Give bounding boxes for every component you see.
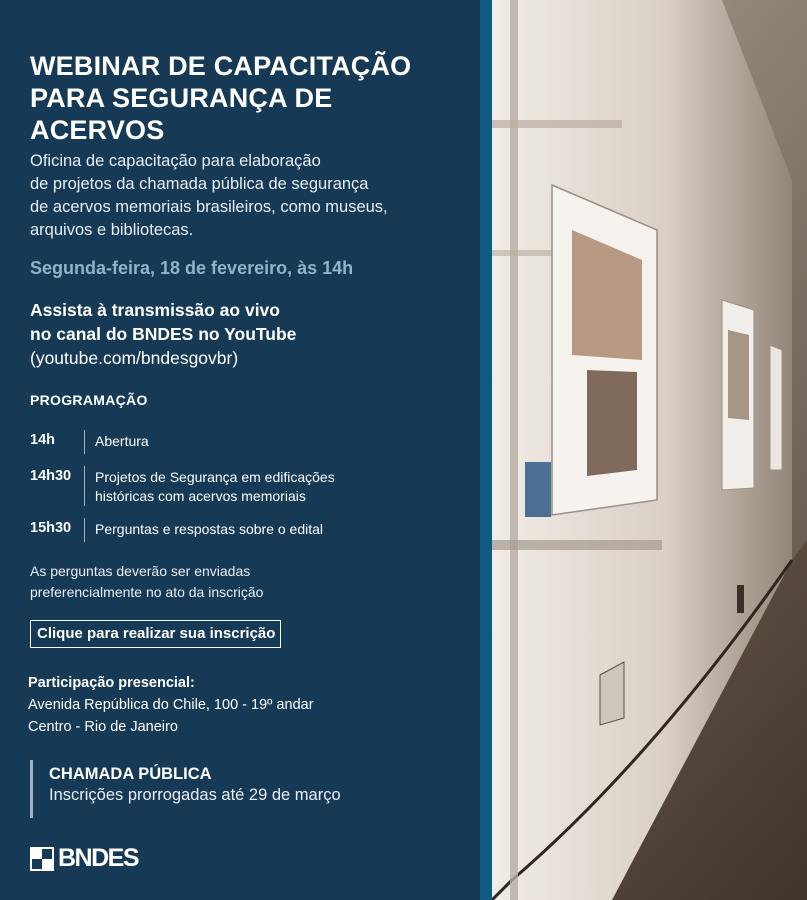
program-description-line: Projetos de Segurança em edificações [95,469,335,485]
program-time: 14h [30,432,55,448]
program-description-line: Perguntas e respostas sobre o edital [95,521,324,537]
program-item [30,466,470,506]
address-line-1: Avenida República do Chile, 100 - 19º andar [28,697,314,713]
public-call-callout [30,760,449,818]
in-person-heading: Participação presencial: [28,675,195,691]
stream-line-1: Assista à transmissão ao vivo [30,300,280,320]
program-description-line: históricas com acervos memoriais [95,488,306,504]
accent-stripe [480,0,492,900]
stream-info [30,298,470,370]
in-person-info [28,672,468,738]
program-time: 15h30 [30,520,72,536]
description-line-4: arquivos e bibliotecas. [30,221,194,239]
page-title [30,50,470,146]
public-call-heading: CHAMADA PÚBLICA [49,765,212,783]
description-line-2: de projetos da chamada pública de segurança [30,175,369,193]
questions-note [30,561,470,603]
program-item [30,518,470,542]
program-description-line: Abertura [95,433,149,449]
bndes-logo-text: BNDES [58,844,139,872]
program-heading: PROGRAMAÇÃO [30,392,148,408]
program-list [30,430,470,554]
register-button[interactable]: Clique para realizar sua inscrição [30,620,281,648]
note-line-1: As perguntas deverão ser enviadas [30,563,251,579]
program-item [30,430,470,454]
description [30,150,470,242]
bndes-logo [30,844,138,873]
bndes-logo-icon [30,847,54,871]
address-line-2: Centro - Rio de Janeiro [28,719,178,735]
stream-line-2: no canal do BNDES no YouTube [30,324,297,344]
program-description [84,518,323,542]
event-date: Segunda-feira, 18 de fevereiro, às 14h [30,258,354,278]
title-line-1: WEBINAR DE CAPACITAÇÃO [30,51,412,81]
public-call-subtext: Inscrições prorrogadas até 29 de março [49,786,341,804]
note-line-2: preferencialmente no ato da inscrição [30,584,264,600]
stream-url: (youtube.com/bndesgovbr) [30,348,239,368]
description-line-1: Oficina de capacitação para elaboração [30,152,321,170]
gallery-photo [492,0,807,900]
description-line-3: de acervos memoriais brasileiros, como museus, [30,198,388,216]
program-description [84,466,335,506]
title-line-2: PARA SEGURANÇA DE ACERVOS [30,83,333,145]
program-description [84,430,149,454]
program-time: 14h30 [30,468,72,484]
